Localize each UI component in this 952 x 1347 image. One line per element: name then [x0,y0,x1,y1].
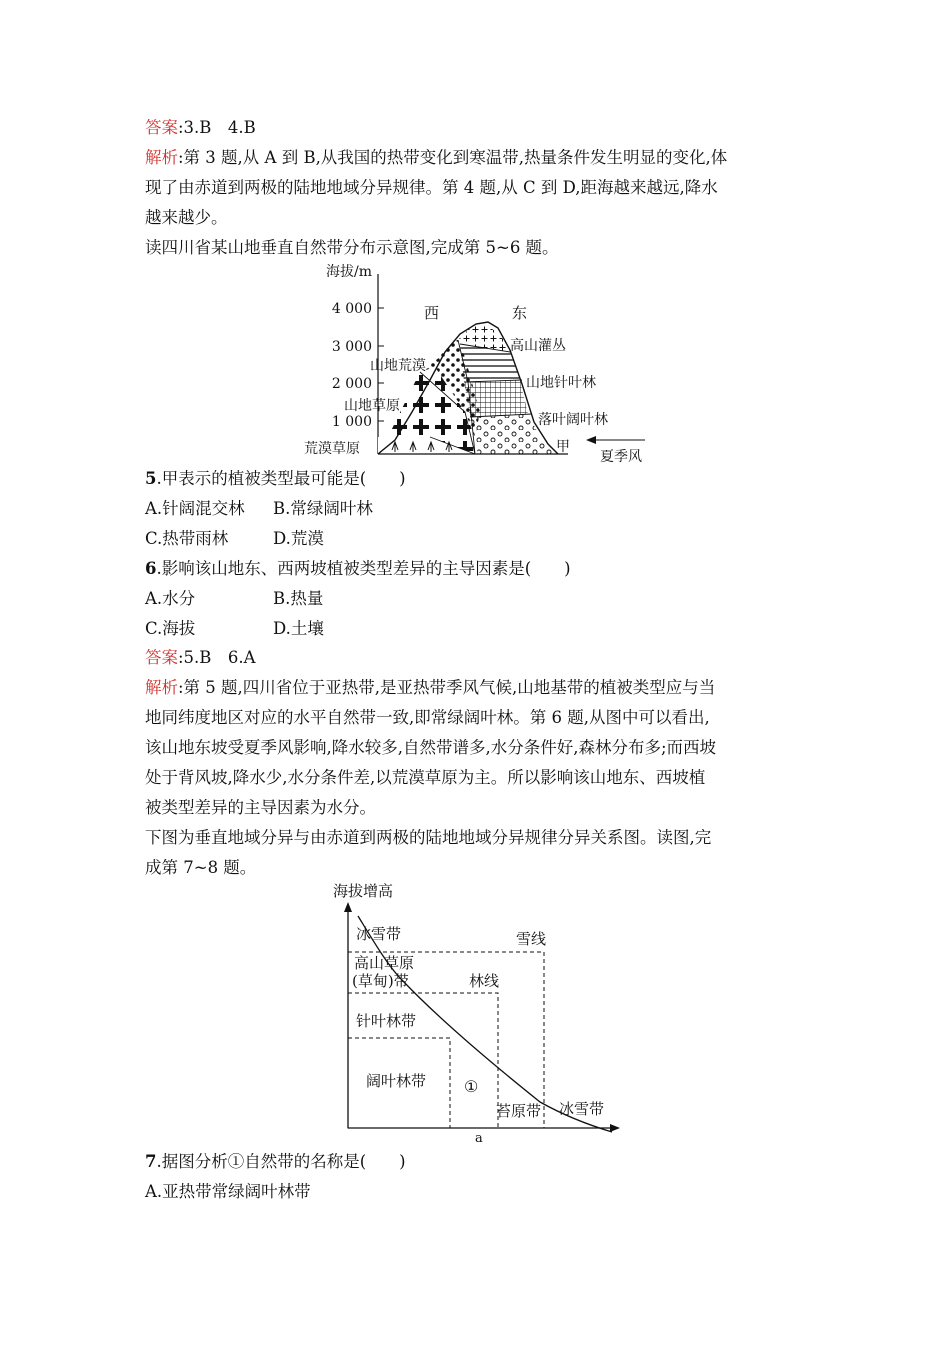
analysis-line-3: 越来越少。 [145,208,228,227]
question-5-number: 5 [145,469,157,488]
label-mountain-desert: 山地荒漠 [370,358,426,374]
q6-option-a: A.水分 [145,589,196,608]
question-7 [145,1151,406,1173]
q5-option-c: C.热带雨林 [145,529,229,548]
question-7-stem: .据图分析①自然带的名称是( ) [156,1152,406,1171]
label-circle-one: ① [464,1077,479,1096]
answer-text-2: :5.B 6.A [178,648,256,667]
label-deciduous-broadleaf: 落叶阔叶林 [538,412,608,428]
analysis2-line-4: 处于背风坡,降水少,水分条件差,以荒漠草原为主。所以影响该山地东、西坡植 [145,768,706,787]
q7-option-a: A.亚热带常绿阔叶林带 [145,1182,311,1201]
monsoon-arrow-head [586,436,596,444]
analysis-line-1 [145,147,727,169]
analysis2-line-5: 被类型差异的主导因素为水分。 [145,798,376,817]
y-axis-title: 海拔/m [326,264,372,280]
tick-label-3000: 3 000 [331,339,372,355]
question-5 [145,468,406,490]
y-axis-arrow [344,902,352,912]
analysis-line-2: 现了由赤道到两极的陆地地域分异规律。第 4 题,从 C 到 D,距海越来越远,降水 [145,178,718,197]
label-treeline: 林线 [469,972,500,990]
label-summer-monsoon: 夏季风 [600,449,642,465]
analysis-text: :第 3 题,从 A 到 B,从我国的热带变化到寒温带,热量条件发生明显的变化,体 [178,148,728,167]
label-jia: 甲 [556,439,570,455]
tick-label-1000: 1 000 [331,414,372,430]
analysis2-line-2: 地同纬度地区对应的水平自然带一致,即常绿阔叶林。第 6 题,从图中可以看出, [145,708,710,727]
intro-line-1: 读四川省某山地垂直自然带分布示意图,完成第 5~6 题。 [145,238,559,257]
label-desert-steppe: 荒漠草原 [304,441,360,457]
label-broadleaf: 阔叶林带 [366,1072,427,1090]
question-6-stem: .影响该山地东、西两坡植被类型差异的主导因素是( ) [156,559,571,578]
label-mountain-grassland: 山地草原 [344,398,400,414]
question-7-number: 7 [145,1152,157,1171]
analysis2-line-3: 该山地东坡受夏季风影响,降水较多,自然带谱多,水分条件好,森林分布多;而西坡 [145,738,717,757]
q6-option-d: D.土壤 [273,619,324,638]
belt-mountain-conifer-grid [464,380,528,417]
label-tundra: 苔原带 [496,1102,542,1120]
label-ice-right: 冰雪带 [559,1100,605,1118]
label-alpine-meadow-1: 高山草原 [354,954,415,972]
answer-label-2: 答案 [145,648,178,667]
x-axis-arrow [610,1124,620,1132]
figure-zonation-diagram [330,880,630,1148]
intro2-line-1: 下图为垂直地域分异与由赤道到两极的陆地地域分异规律分异关系图。读图,完 [145,828,712,847]
label-alpine-shrub: 高山灌丛 [510,338,566,354]
q6-option-c: C.海拔 [145,619,196,638]
label-alpine-meadow-2: (草甸)带 [352,972,409,990]
answer-line-2 [145,647,256,669]
label-mountain-conifer: 山地针叶林 [526,375,596,391]
tick-label-4000: 4 000 [331,301,372,317]
figure-mountain-belts [300,262,660,467]
q6-option-b: B.热量 [273,589,324,608]
analysis-label: 解析 [145,148,178,167]
q5-option-d: D.荒漠 [273,529,324,548]
answer-text: :3.B 4.B [178,118,256,137]
answer-label: 答案 [145,118,178,137]
analysis2-text: :第 5 题,四川省位于亚热带,是亚热带季风气候,山地基带的植被类型应与当 [178,678,716,697]
question-6 [145,558,571,580]
tick-label-2000: 2 000 [331,376,372,392]
label-ice-top: 冰雪带 [356,925,402,943]
y-axis-title-2: 海拔增高 [333,882,394,900]
label-snowline: 雪线 [516,930,547,948]
label-conifer: 针叶林带 [356,1012,417,1030]
q5-option-b: B.常绿阔叶林 [273,499,373,518]
q5-option-a: A.针阔混交林 [145,499,245,518]
x-axis-label: a [475,1131,483,1146]
analysis2-line-1 [145,677,715,699]
question-5-stem: .甲表示的植被类型最可能是( ) [156,469,406,488]
question-6-number: 6 [145,559,157,578]
label-east: 东 [512,304,528,322]
intro2-line-2: 成第 7~8 题。 [145,858,257,877]
analysis-label-2: 解析 [145,678,178,697]
label-west: 西 [424,304,440,322]
answer-line-1 [145,117,256,139]
